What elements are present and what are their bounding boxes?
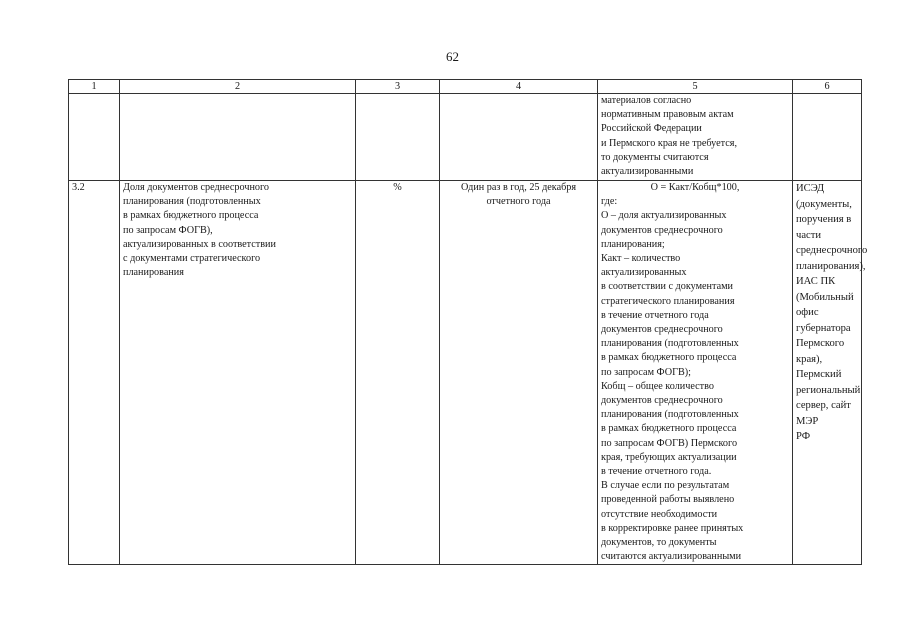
header-row <box>69 80 862 94</box>
row-number-cell: 3.2 <box>69 181 120 565</box>
column-header-2: 2 <box>120 80 356 94</box>
method-text: где: О – доля актуализированных документов среднесрочного планирования; Какт – количество актуализированных в соответствии с документами стратегического планирования в течение отчетного года документов среднесрочного планирования (подготовленных в рамках бюджетного процесса по запросам ФОГВ); Кобщ – общее количество документов среднесрочного планирования (подготовленных в рамках бюджетного процесса по запросам ФОГВ) Пермского края, требующих актуализации в течение отчетного года. В случае если по результатам проведенной работы выявлено отсутствие необходимости в корректировке ранее принятых документов, то документы считаются актуализированными <box>601 196 744 563</box>
unit-cell: % <box>356 181 440 565</box>
page-number: 62 <box>446 49 459 64</box>
column-header-5: 5 <box>598 80 793 94</box>
table-row <box>69 181 862 565</box>
frequency-cell: Один раз в год, 25 декабря отчетного года <box>440 181 598 565</box>
indicator-name-cell: Доля документов среднесрочного планирования (подготовленных в рамках бюджетного процесса по запросам ФОГВ), актуализированных в соответствии с документами стратегического планирования <box>120 181 356 565</box>
method-cell <box>598 181 793 565</box>
unit-cell <box>356 94 440 181</box>
column-header-6: 6 <box>793 80 862 94</box>
formula: О = Какт/Кобщ*100, <box>650 182 740 193</box>
table-row <box>69 94 862 181</box>
indicator-table <box>68 79 868 565</box>
column-header-3: 3 <box>356 80 440 94</box>
method-cell: материалов согласно нормативным правовым актам Российской Федерации и Пермского края не требуется, то документы считаются актуализированными <box>598 94 793 181</box>
column-header-4: 4 <box>440 80 598 94</box>
column-header-1: 1 <box>69 80 120 94</box>
frequency-cell <box>440 94 598 181</box>
source-cell: ИСЭД (документы, поручения в части среднесрочного планирования), ИАС ПК (Мобильный офис губернатора Пермского края), Пермский региональный сервер, сайт МЭР РФ <box>793 181 862 565</box>
source-cell <box>793 94 862 181</box>
indicator-name-cell <box>120 94 356 181</box>
row-number-cell <box>69 94 120 181</box>
